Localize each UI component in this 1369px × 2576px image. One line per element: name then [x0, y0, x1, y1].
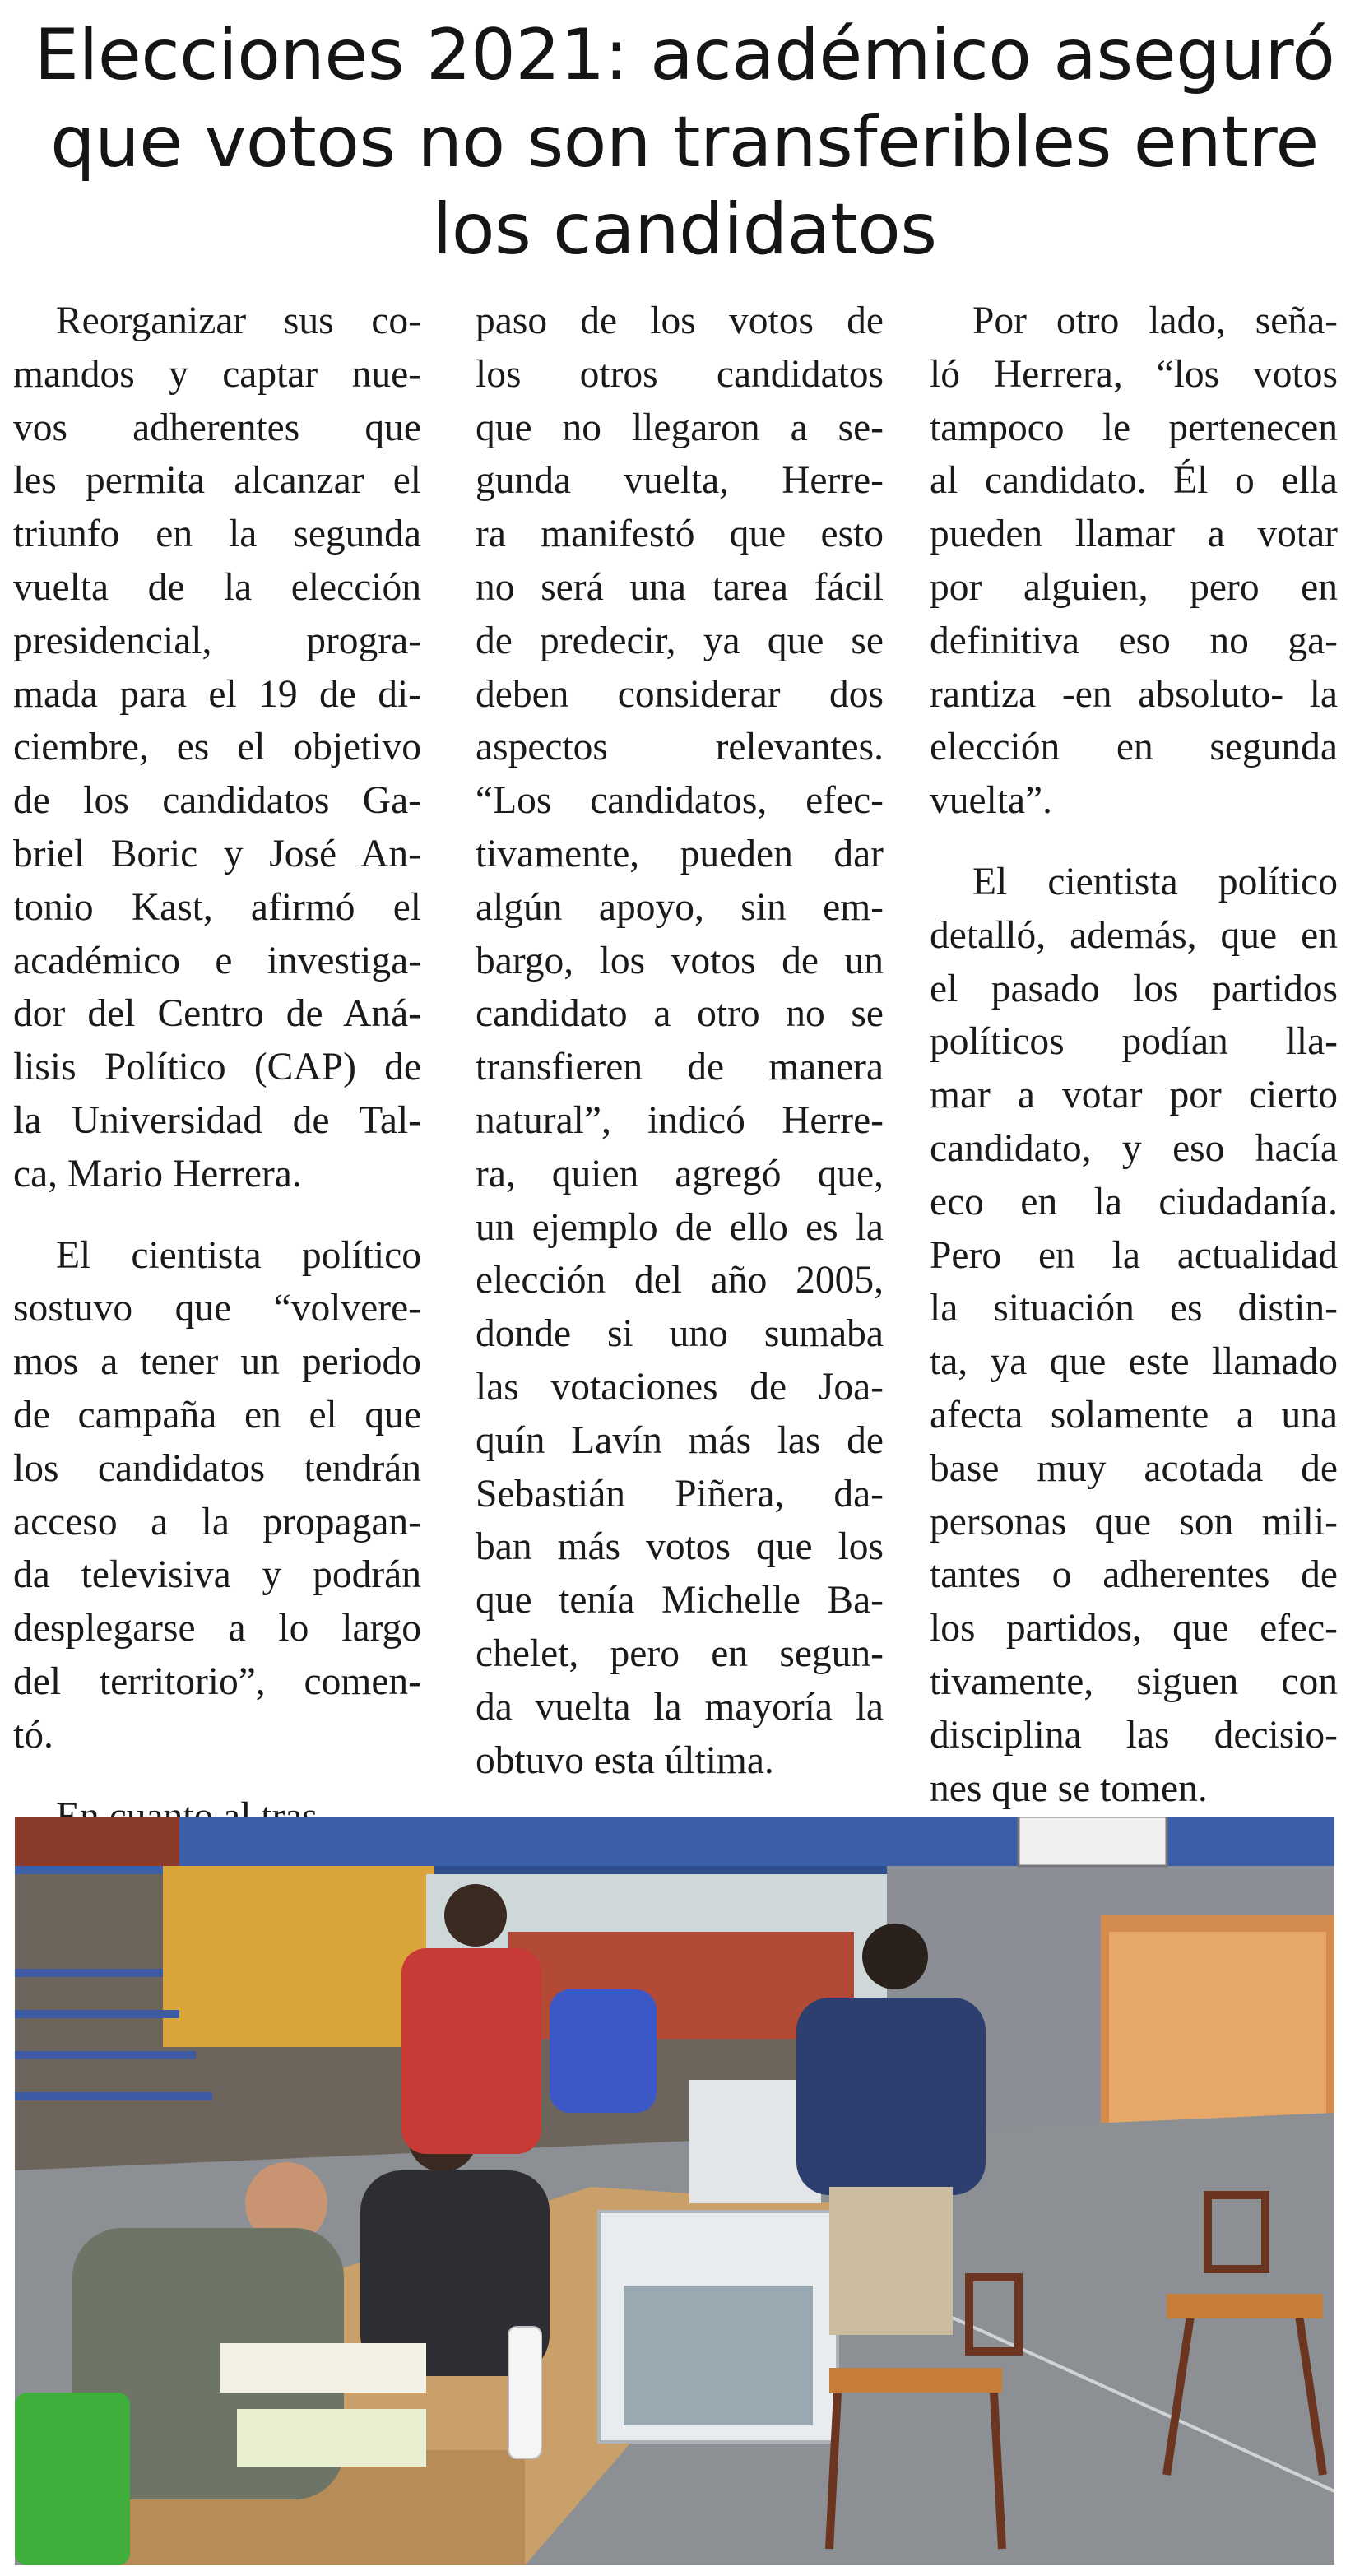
- article-line: ra, quien agregó que,: [476, 1152, 884, 1195]
- article-line: nes que se tomen.: [930, 1766, 1208, 1810]
- article-line: deben considerar dos: [476, 672, 884, 716]
- article-line: ciembre, es el objetivo: [13, 726, 421, 769]
- article-line: no será una tarea fácil: [476, 565, 884, 609]
- article-line: chelet, pero en segun-: [476, 1631, 884, 1675]
- article-line: ló Herrera, “los votos: [930, 352, 1338, 396]
- article-column-3: [930, 295, 1338, 1815]
- article-line: El cientista político: [56, 1233, 421, 1277]
- article-line: los candidatos tendrán: [13, 1446, 421, 1490]
- article-paragraph: [476, 295, 884, 1787]
- article-line: ta, ya que este llamado: [930, 1340, 1338, 1384]
- article-line: la situación es distin-: [930, 1287, 1338, 1330]
- article-line: elección del año 2005,: [476, 1259, 884, 1302]
- paragraph-gap: [13, 1201, 421, 1229]
- article-line: definitiva eso no ga-: [930, 619, 1338, 662]
- article-line: tó.: [13, 1713, 53, 1757]
- article-line: Por otro lado, seña-: [972, 299, 1338, 342]
- article-line: detalló, además, que en: [930, 913, 1338, 957]
- article-line: gunda vuelta, Herre-: [476, 459, 884, 503]
- article-line: algún apoyo, sin em-: [476, 885, 884, 929]
- article-line: mar a votar por cierto: [930, 1074, 1338, 1117]
- article-line: obtuvo esta última.: [476, 1738, 774, 1782]
- article-line: Pero en la actualidad: [930, 1233, 1338, 1277]
- article-line: rantiza -en absoluto- la: [930, 672, 1338, 716]
- article-line: mos a tener un periodo: [13, 1340, 421, 1384]
- article-paragraph: [13, 295, 421, 1201]
- article-line: natural”, indicó Herre-: [476, 1098, 884, 1142]
- article-line: un ejemplo de ello es la: [476, 1205, 884, 1249]
- article-line: tantes o adherentes de: [930, 1553, 1338, 1597]
- article-line: bargo, los votos de un: [476, 939, 884, 982]
- article-line: dor del Centro de Aná-: [13, 992, 421, 1036]
- article-line: pueden llamar a votar: [930, 513, 1338, 556]
- article-paragraph: [930, 856, 1338, 1815]
- article-paragraph: [13, 1229, 421, 1762]
- article-line: da televisiva y podrán: [13, 1553, 421, 1597]
- article-line: lisis Político (CAP) de: [13, 1046, 421, 1089]
- article-line: académico e investiga-: [13, 939, 421, 982]
- article-line: tampoco le pertenecen: [930, 406, 1338, 449]
- paragraph-gap: [13, 1762, 421, 1790]
- article-line: “Los candidatos, efec-: [476, 779, 884, 823]
- article-line: disciplina las decisio-: [930, 1713, 1338, 1757]
- article-line: ra manifestó que esto: [476, 513, 884, 556]
- article-line: mandos y captar nue-: [13, 352, 421, 396]
- article-line: acceso a la propagan-: [13, 1500, 421, 1543]
- article-line: de predecir, ya que se: [476, 619, 884, 662]
- article-line: las votaciones de Joa-: [476, 1365, 884, 1409]
- article-line: donde si uno sumaba: [476, 1312, 884, 1356]
- article-line: vos adherentes que: [13, 406, 421, 449]
- article-line: tivamente, siguen con: [930, 1659, 1338, 1703]
- article-line: el pasado los partidos: [930, 967, 1338, 1010]
- article-line: briel Boric y José An-: [13, 832, 421, 875]
- article-line: ca, Mario Herrera.: [13, 1152, 302, 1195]
- article-line: los otros candidatos: [476, 352, 884, 396]
- article-line: transfieren de manera: [476, 1046, 884, 1089]
- article-line: Sebastián Piñera, da-: [476, 1472, 884, 1515]
- article-line: candidato a otro no se: [476, 992, 884, 1036]
- article-column-2: [476, 295, 884, 1787]
- article-line: de campaña en el que: [13, 1393, 421, 1437]
- article-line: vuelta”.: [930, 779, 1053, 823]
- article-line: por alguien, pero en: [930, 565, 1338, 609]
- article-line: políticos podían lla-: [930, 1020, 1338, 1064]
- article-line: presidencial, progra-: [13, 619, 421, 662]
- article-line: Reorganizar sus co-: [56, 299, 421, 342]
- article-line: paso de los votos de: [476, 299, 884, 342]
- article-line: sostuvo que “volvere-: [13, 1287, 421, 1330]
- headline: [13, 12, 1356, 273]
- article-line: de los candidatos Ga-: [13, 779, 421, 823]
- article-column-1: [13, 295, 421, 1843]
- article-line: tivamente, pueden dar: [476, 832, 884, 875]
- headline-line: Elecciones 2021: académico aseguró: [34, 14, 1335, 96]
- article-line: del territorio”, comen-: [13, 1659, 421, 1703]
- article-line: candidato, y eso hacía: [930, 1126, 1338, 1170]
- article-line: que no llegaron a se-: [476, 406, 884, 449]
- article-line: al candidato. Él o ella: [930, 459, 1338, 503]
- article-line: eco en la ciudadanía.: [930, 1180, 1338, 1223]
- article-line: base muy acotada de: [930, 1446, 1338, 1490]
- article-line: desplegarse a lo largo: [13, 1607, 421, 1650]
- article-line: tonio Kast, afirmó el: [13, 885, 421, 929]
- article-line: la Universidad de Tal-: [13, 1098, 421, 1142]
- headline-line: que votos no son transferibles entre: [50, 101, 1319, 183]
- article-line: afecta solamente a una: [930, 1393, 1338, 1437]
- headline-line: los candidatos: [432, 188, 937, 271]
- article-line: personas que son mili-: [930, 1500, 1338, 1543]
- article-line: ban más votos que los: [476, 1525, 884, 1569]
- article-line: triunfo en la segunda: [13, 513, 421, 556]
- article-line: elección en segunda: [930, 726, 1338, 769]
- article-line: mada para el 19 de di-: [13, 672, 421, 716]
- article-line: los partidos, que efec-: [930, 1607, 1338, 1650]
- article-paragraph: [930, 295, 1338, 828]
- article-line: da vuelta la mayoría la: [476, 1685, 884, 1729]
- article-line: quín Lavín más las de: [476, 1418, 884, 1462]
- polling-station-photo: [15, 1817, 1334, 2565]
- article-line: aspectos relevantes.: [476, 726, 884, 769]
- article-line: vuelta de la elección: [13, 565, 421, 609]
- article-line: les permita alcanzar el: [13, 459, 421, 503]
- paragraph-gap: [930, 828, 1338, 856]
- article-line: El cientista político: [972, 860, 1338, 903]
- article-line: que tenía Michelle Ba-: [476, 1579, 884, 1622]
